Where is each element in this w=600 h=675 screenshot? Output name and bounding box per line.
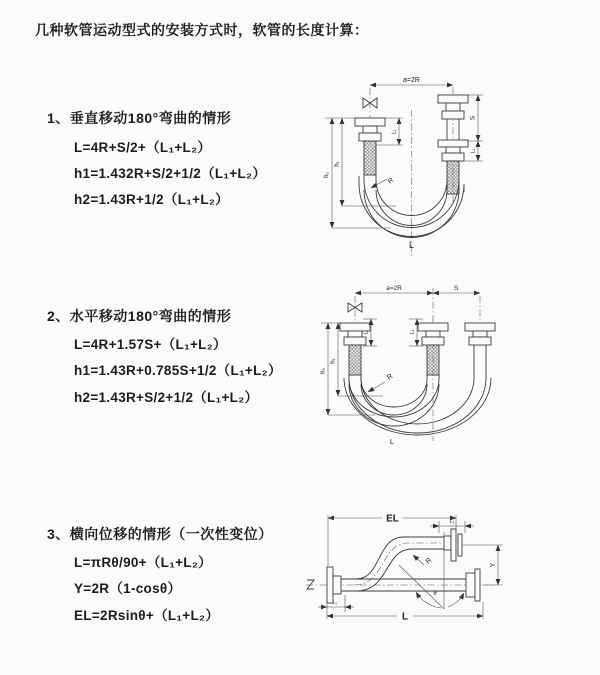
dim-label-a2r: a=2R (386, 285, 402, 292)
dim-a2r (370, 77, 453, 85)
section1-formula-h2: h2=1.43R+1/2（L₁+L₂） (74, 192, 229, 207)
u-bend-position1 (349, 375, 439, 426)
braided-hose (447, 161, 459, 194)
dim-label-l1: L₁ (470, 148, 477, 154)
dim-s (433, 285, 480, 293)
section1-formula-L: L=4R+S/2+（L₁+L₂） (74, 140, 212, 155)
dim-label-l: L (401, 611, 409, 623)
dim-label-s: S (453, 285, 459, 292)
section3-formula-EL: EL=2Rsinθ+（L₁+L₂） (74, 608, 220, 623)
section2-heading: 2、水平移动180°弯曲的情形 (47, 308, 232, 324)
dim-label-l: L (389, 437, 395, 446)
dim-label-h2: h₂ (320, 368, 327, 374)
section1-formula-h1: h1=1.432R+S/2+1/2（L₁+L₂） (74, 166, 267, 181)
dim-label-r: R (386, 373, 395, 382)
u-bend-position2 (344, 358, 491, 435)
braided-hose (427, 345, 439, 375)
section3-formula-Y: Y=2R（1-cosθ） (74, 581, 182, 596)
section3-formula-L: L=πRθ/90+（L₁+L₂） (74, 555, 212, 570)
dim-l2 (318, 595, 354, 612)
dim-label-y: Y (490, 562, 497, 568)
dim-label-r: R (424, 556, 434, 566)
dim-label-theta: θ (433, 591, 437, 597)
section3-heading: 3、横向位移的情形（一次性变位） (47, 526, 273, 542)
section2-formula-h1: h1=1.43R+0.785S+1/2（L₁+L₂） (74, 363, 282, 378)
dim-label-a2r: a=2R (403, 77, 420, 84)
dim-label-l2: L₂ (332, 600, 338, 606)
dim-label-s: S (469, 115, 477, 121)
dim-l (327, 602, 483, 623)
dim-el (328, 514, 456, 567)
dim-s (468, 95, 483, 141)
left-pipe-fitting (355, 118, 385, 175)
dim-label-l: L (408, 240, 415, 250)
page-title: 几种软管运动型式的安装方式时，软管的长度计算： (35, 22, 369, 38)
radius-leader (413, 555, 433, 566)
diagram-lateral-displacement (298, 495, 600, 630)
dim-a2r (355, 285, 433, 293)
right-pipe-fitting (438, 95, 468, 194)
dim-label-l1: L₁ (363, 329, 370, 335)
diagram-vertical-180-bend (313, 72, 590, 262)
right-pipe-fitting-moved (465, 323, 495, 358)
section1-heading: 1、垂直移动180°弯曲的情形 (47, 110, 232, 126)
dim-label-h2: h₂ (324, 172, 330, 178)
middle-pipe-fitting (418, 323, 448, 375)
dim-label-h1: h₁ (330, 358, 337, 364)
dim-label-h1: h₁ (334, 161, 341, 167)
diagram-horizontal-180-bend (313, 283, 600, 453)
dim-label-l1: L₁ (409, 329, 416, 335)
section2-formula-h2: h2=1.43R+S/2+1/2（L₁+L₂） (74, 390, 259, 405)
radius-leader (371, 177, 395, 188)
dim-label-r: R (386, 176, 396, 186)
braided-hose (364, 141, 376, 175)
braided-hose (349, 345, 361, 375)
pipe-break-symbol (307, 580, 314, 589)
dim-label-l1: L₁ (391, 129, 398, 135)
section2-formula-L: L=4R+1.57S+（L₁+L₂） (74, 337, 227, 352)
dim-label-l1: L₁ (449, 519, 455, 525)
dim-label-el: EL (386, 513, 399, 525)
radius-leader (368, 373, 394, 392)
